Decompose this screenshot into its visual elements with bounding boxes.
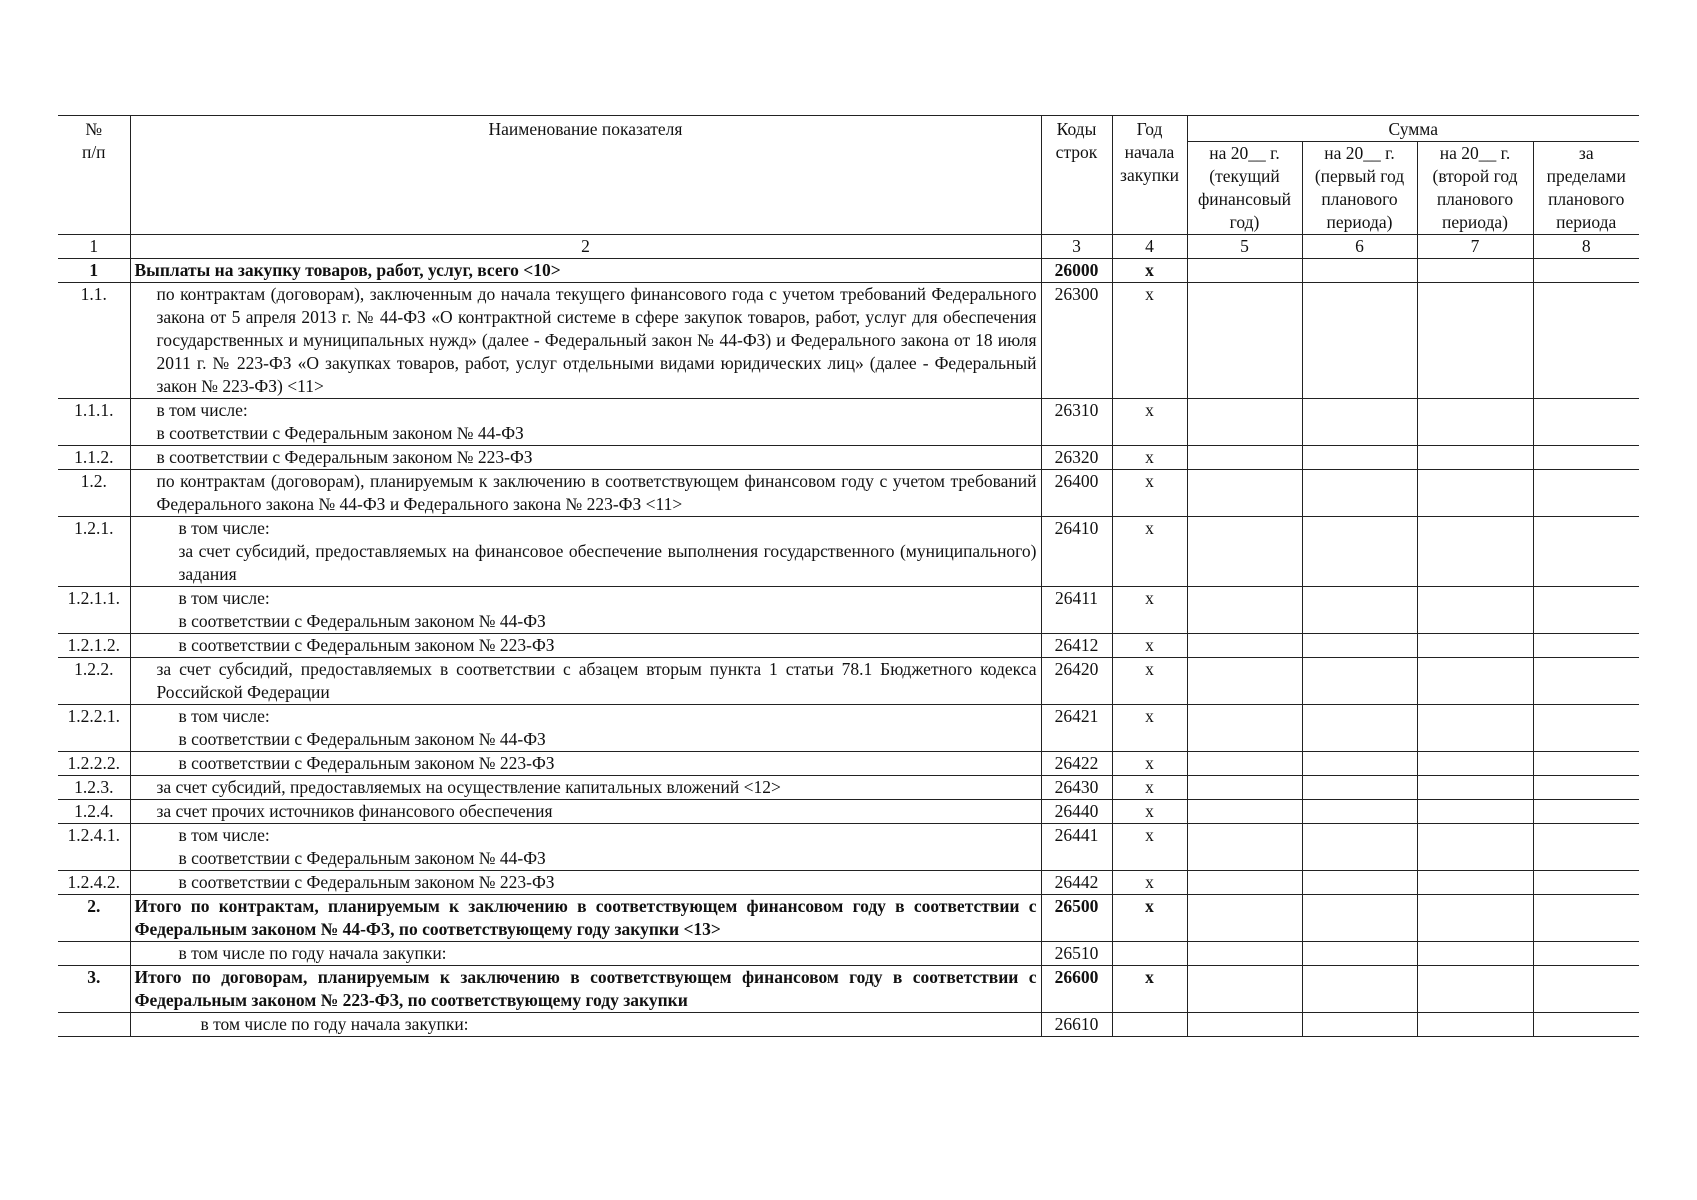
row-year: x [1112, 658, 1187, 705]
row-num: 1.2.1.2. [58, 634, 130, 658]
row-value-cell [1417, 966, 1533, 1013]
row-value-cell [1533, 871, 1639, 895]
row-num: 1.2.1. [58, 517, 130, 587]
row-value-cell [1302, 752, 1417, 776]
row-num: 1.2. [58, 470, 130, 517]
row-code: 26610 [1041, 1013, 1112, 1037]
row-value-cell [1533, 587, 1639, 634]
row-value-cell [1417, 942, 1533, 966]
row-value-cell [1302, 634, 1417, 658]
row-value-cell [1533, 752, 1639, 776]
row-name: за счет субсидий, предоставляемых на осуществление капитальных вложений <12> [130, 776, 1041, 800]
row-code: 26422 [1041, 752, 1112, 776]
row-value-cell [1302, 283, 1417, 399]
row-year: x [1112, 587, 1187, 634]
row-value-cell [1302, 1013, 1417, 1037]
row-num: 1.2.2.1. [58, 705, 130, 752]
row-value-cell [1417, 752, 1533, 776]
row-value-cell [1417, 895, 1533, 942]
table-row [58, 399, 1639, 446]
row-name-detail: в соответствии с Федеральным законом № 44-ФЗ [178, 729, 546, 749]
row-code: 26320 [1041, 446, 1112, 470]
row-code: 26411 [1041, 587, 1112, 634]
header-name: Наименование показателя [130, 116, 1041, 235]
table-row [58, 470, 1639, 517]
row-code: 26412 [1041, 634, 1112, 658]
table-row [58, 259, 1639, 283]
row-name-detail: за счет субсидий, предоставляемых на финансовое обеспечение выполнения государственного (муниципального) задания [178, 541, 1037, 584]
col-number: 5 [1187, 235, 1302, 259]
row-num: 1.1.2. [58, 446, 130, 470]
row-name-cell [130, 399, 1041, 446]
row-value-cell [1302, 470, 1417, 517]
row-num: 1.1.1. [58, 399, 130, 446]
row-value-cell [1417, 871, 1533, 895]
col-number: 1 [58, 235, 130, 259]
payments-table [58, 115, 1639, 1037]
header-sum: Сумма [1187, 116, 1639, 142]
row-name-cell [130, 705, 1041, 752]
row-value-cell [1187, 942, 1302, 966]
row-name: по контрактам (договорам), планируемым к заключению в соответствующем финансовом году с учетом требований Федерального закона № 44-ФЗ и Федерального закона № 223-ФЗ <11> [130, 470, 1041, 517]
table-row [58, 895, 1639, 942]
row-value-cell [1302, 895, 1417, 942]
row-name: за счет субсидий, предоставляемых в соответствии с абзацем вторым пункта 1 статьи 78.1 Бюджетного кодекса Российской Федерации [130, 658, 1041, 705]
table-row [58, 800, 1639, 824]
row-value-cell [1533, 517, 1639, 587]
row-num: 3. [58, 966, 130, 1013]
row-value-cell [1302, 658, 1417, 705]
row-code: 26500 [1041, 895, 1112, 942]
row-value-cell [1533, 470, 1639, 517]
row-name: за счет прочих источников финансового обеспечения [130, 800, 1041, 824]
row-value-cell [1187, 634, 1302, 658]
row-value-cell [1417, 824, 1533, 871]
row-value-cell [1417, 800, 1533, 824]
row-value-cell [1187, 470, 1302, 517]
row-value-cell [1302, 800, 1417, 824]
row-value-cell [1417, 283, 1533, 399]
row-value-cell [1533, 824, 1639, 871]
row-num: 1.1. [58, 283, 130, 399]
row-name-detail: в соответствии с Федеральным законом № 44-ФЗ [178, 848, 546, 868]
row-value-cell [1302, 259, 1417, 283]
table-row [58, 658, 1639, 705]
row-year: x [1112, 446, 1187, 470]
row-value-cell [1533, 895, 1639, 942]
row-name: в том числе по году начала закупки: [130, 1013, 1041, 1037]
row-num: 2. [58, 895, 130, 942]
table-row [58, 283, 1639, 399]
row-name: в том числе: [178, 588, 270, 608]
row-value-cell [1417, 776, 1533, 800]
row-value-cell [1302, 517, 1417, 587]
row-year: x [1112, 752, 1187, 776]
header-codes: Коды строк [1041, 116, 1112, 235]
col-number: 4 [1112, 235, 1187, 259]
row-year: x [1112, 800, 1187, 824]
row-value-cell [1187, 752, 1302, 776]
table-row [58, 446, 1639, 470]
table-row [58, 871, 1639, 895]
row-code: 26310 [1041, 399, 1112, 446]
row-value-cell [1187, 658, 1302, 705]
row-value-cell [1187, 800, 1302, 824]
header-year: Год начала закупки [1112, 116, 1187, 235]
row-year: x [1112, 871, 1187, 895]
row-year: x [1112, 966, 1187, 1013]
row-name: Выплаты на закупку товаров, работ, услуг, всего <10> [130, 259, 1041, 283]
row-value-cell [1417, 658, 1533, 705]
row-value-cell [1417, 446, 1533, 470]
row-code: 26430 [1041, 776, 1112, 800]
col-number: 8 [1533, 235, 1639, 259]
row-code: 26441 [1041, 824, 1112, 871]
row-code: 26440 [1041, 800, 1112, 824]
row-code: 26410 [1041, 517, 1112, 587]
row-year: x [1112, 824, 1187, 871]
row-value-cell [1302, 705, 1417, 752]
row-value-cell [1533, 446, 1639, 470]
row-name-cell [130, 824, 1041, 871]
row-code: 26420 [1041, 658, 1112, 705]
row-name: в соответствии с Федеральным законом № 223-ФЗ [130, 446, 1041, 470]
col-number: 7 [1417, 235, 1533, 259]
row-num [58, 942, 130, 966]
row-num: 1.2.2. [58, 658, 130, 705]
row-value-cell [1187, 283, 1302, 399]
row-name: по контрактам (договорам), заключенным до начала текущего финансового года с учетом требований Федерального закона от 5 апреля 2013 г. № 44-ФЗ «О контрактной системе в сфере закупок товаров, работ, услуг для обеспечения государственных и муниципальных нужд» (далее - Федеральный закон № 44-ФЗ) и Федерального закона от 18 июля 2011 г. № 223-ФЗ «О закупках товаров, работ, услуг отдельными видами юридических лиц» (далее - Федеральный закон № 223-ФЗ) <11> [130, 283, 1041, 399]
row-value-cell [1417, 1013, 1533, 1037]
row-year: x [1112, 634, 1187, 658]
row-value-cell [1533, 283, 1639, 399]
row-value-cell [1187, 446, 1302, 470]
row-code: 26400 [1041, 470, 1112, 517]
row-value-cell [1187, 259, 1302, 283]
header-sum-plan1: на 20__ г. (первый год планового периода) [1302, 142, 1417, 235]
row-value-cell [1187, 517, 1302, 587]
col-number: 2 [130, 235, 1041, 259]
row-num: 1.2.1.1. [58, 587, 130, 634]
row-name: в соответствии с Федеральным законом № 223-ФЗ [130, 752, 1041, 776]
row-year: x [1112, 470, 1187, 517]
row-num [58, 1013, 130, 1037]
row-value-cell [1533, 399, 1639, 446]
row-value-cell [1302, 399, 1417, 446]
header-sum-current: на 20__ г. (текущий финансовый год) [1187, 142, 1302, 235]
row-value-cell [1187, 399, 1302, 446]
row-year: x [1112, 517, 1187, 587]
row-value-cell [1187, 776, 1302, 800]
row-value-cell [1533, 966, 1639, 1013]
table-row [58, 752, 1639, 776]
row-year: x [1112, 895, 1187, 942]
row-name: в том числе: [178, 825, 270, 845]
row-code: 26421 [1041, 705, 1112, 752]
row-value-cell [1302, 871, 1417, 895]
table-row [58, 1013, 1639, 1037]
row-value-cell [1417, 470, 1533, 517]
row-value-cell [1302, 776, 1417, 800]
row-value-cell [1533, 942, 1639, 966]
row-year: x [1112, 283, 1187, 399]
row-value-cell [1533, 705, 1639, 752]
row-value-cell [1302, 824, 1417, 871]
table-row [58, 776, 1639, 800]
row-name: в соответствии с Федеральным законом № 223-ФЗ [130, 634, 1041, 658]
row-year [1112, 1013, 1187, 1037]
col-number: 6 [1302, 235, 1417, 259]
row-name-detail: в соответствии с Федеральным законом № 44-ФЗ [156, 423, 524, 443]
row-value-cell [1187, 966, 1302, 1013]
row-value-cell [1417, 634, 1533, 658]
row-name: в соответствии с Федеральным законом № 223-ФЗ [130, 871, 1041, 895]
row-name: в том числе: [178, 518, 270, 538]
row-num: 1.2.4.2. [58, 871, 130, 895]
row-year: x [1112, 776, 1187, 800]
row-num: 1.2.4. [58, 800, 130, 824]
row-year: x [1112, 705, 1187, 752]
row-value-cell [1302, 587, 1417, 634]
row-name: в том числе по году начала закупки: [130, 942, 1041, 966]
row-value-cell [1417, 587, 1533, 634]
row-value-cell [1533, 800, 1639, 824]
row-value-cell [1533, 259, 1639, 283]
row-value-cell [1533, 776, 1639, 800]
row-value-cell [1302, 446, 1417, 470]
row-value-cell [1187, 824, 1302, 871]
row-value-cell [1187, 895, 1302, 942]
header-num: № п/п [58, 116, 130, 235]
row-value-cell [1187, 1013, 1302, 1037]
row-code: 26300 [1041, 283, 1112, 399]
row-num: 1.2.3. [58, 776, 130, 800]
row-name-cell [130, 587, 1041, 634]
row-code: 26600 [1041, 966, 1112, 1013]
row-name: Итого по контрактам, планируемым к заключению в соответствующем финансовом году в соответствии с Федеральным законом № 44-ФЗ, по соответствующему году закупки <13> [130, 895, 1041, 942]
table-row [58, 634, 1639, 658]
header-sum-plan2: на 20__ г. (второй год планового периода) [1417, 142, 1533, 235]
row-name-detail: в соответствии с Федеральным законом № 44-ФЗ [178, 611, 546, 631]
row-name: в том числе: [178, 706, 270, 726]
row-value-cell [1417, 705, 1533, 752]
row-value-cell [1302, 942, 1417, 966]
table-row [58, 966, 1639, 1013]
row-code: 26442 [1041, 871, 1112, 895]
row-num: 1 [58, 259, 130, 283]
row-code: 26000 [1041, 259, 1112, 283]
row-name-cell [130, 517, 1041, 587]
table-row [58, 705, 1639, 752]
row-value-cell [1417, 517, 1533, 587]
column-numbers-row [58, 235, 1639, 259]
col-number: 3 [1041, 235, 1112, 259]
row-value-cell [1187, 871, 1302, 895]
table-row [58, 517, 1639, 587]
row-name: в том числе: [156, 400, 248, 420]
row-value-cell [1187, 587, 1302, 634]
row-value-cell [1533, 634, 1639, 658]
table-row [58, 587, 1639, 634]
row-code: 26510 [1041, 942, 1112, 966]
row-value-cell [1302, 966, 1417, 1013]
row-num: 1.2.2.2. [58, 752, 130, 776]
table-row [58, 824, 1639, 871]
row-year [1112, 942, 1187, 966]
row-year: x [1112, 399, 1187, 446]
header-row-1 [58, 116, 1639, 142]
row-name: Итого по договорам, планируемым к заключению в соответствующем финансовом году в соответствии с Федеральным законом № 223-ФЗ, по соответствующему году закупки [130, 966, 1041, 1013]
row-value-cell [1533, 658, 1639, 705]
row-value-cell [1187, 705, 1302, 752]
header-sum-beyond: за пределами планового периода [1533, 142, 1639, 235]
row-value-cell [1417, 259, 1533, 283]
row-value-cell [1533, 1013, 1639, 1037]
table-row [58, 942, 1639, 966]
row-value-cell [1417, 399, 1533, 446]
row-num: 1.2.4.1. [58, 824, 130, 871]
row-year: x [1112, 259, 1187, 283]
